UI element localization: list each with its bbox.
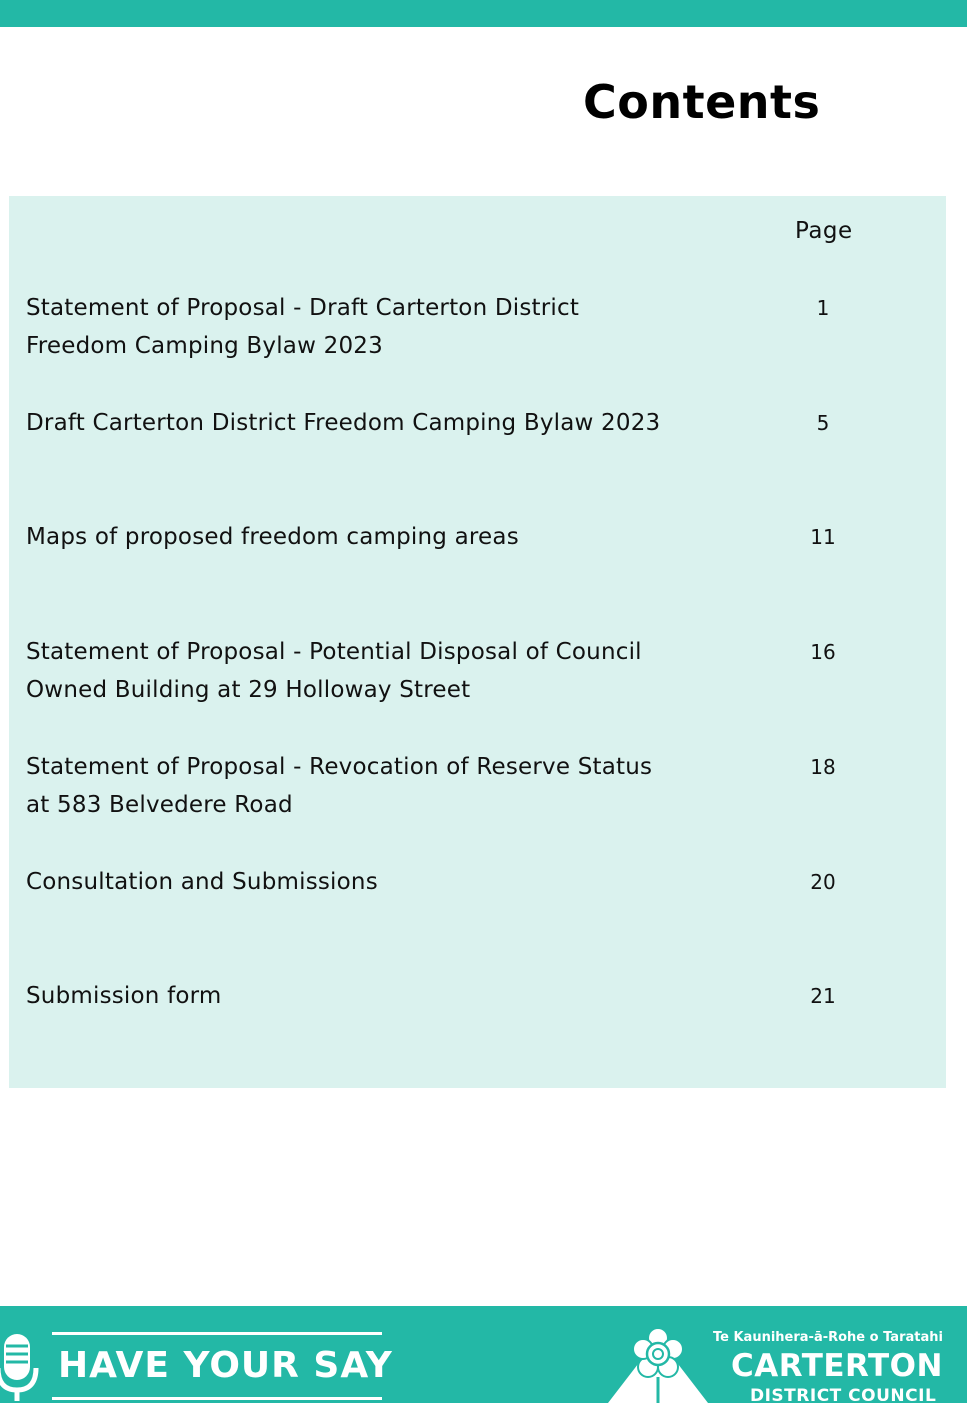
toc-entry-page: 21 [810, 984, 836, 1008]
banner-rule-top [52, 1332, 382, 1335]
footer-banner [0, 1306, 967, 1403]
page-title: Contents [583, 75, 821, 129]
top-accent-bar [0, 0, 967, 27]
toc-entry-page: 20 [810, 870, 836, 894]
toc-entry-title: Submission form [26, 983, 222, 1009]
microphone-icon [0, 1334, 42, 1403]
have-your-say-text: HAVE YOUR SAY [58, 1345, 393, 1386]
toc-entry-title: Statement of Proposal - Potential Disposal of Council Owned Building at 29 Holloway Street [26, 639, 642, 703]
toc-entry-title: Draft Carterton District Freedom Camping Bylaw 2023 [26, 410, 661, 436]
toc-entry-title: Maps of proposed freedom camping areas [26, 524, 519, 550]
banner-rule-bottom [52, 1397, 382, 1400]
page-column-header: Page [795, 218, 853, 244]
toc-entry-title: Consultation and Submissions [26, 869, 378, 895]
council-subtitle: DISTRICT COUNCIL [750, 1386, 937, 1403]
toc-entry-page: 1 [816, 296, 830, 320]
toc-entry-page: 16 [810, 640, 836, 664]
council-maori-name: Te Kaunihera-ā-Rohe o Taratahi [713, 1330, 943, 1345]
toc-entry-title: Statement of Proposal - Revocation of Reserve Status at 583 Belvedere Road [26, 754, 653, 818]
toc-entry-page: 5 [816, 411, 830, 435]
toc-entry-page: 18 [810, 755, 836, 779]
toc-entry-title: Statement of Proposal - Draft Carterton District Freedom Camping Bylaw 2023 [26, 295, 580, 359]
council-name: CARTERTON [731, 1348, 943, 1384]
toc-entry-page: 11 [810, 525, 836, 549]
